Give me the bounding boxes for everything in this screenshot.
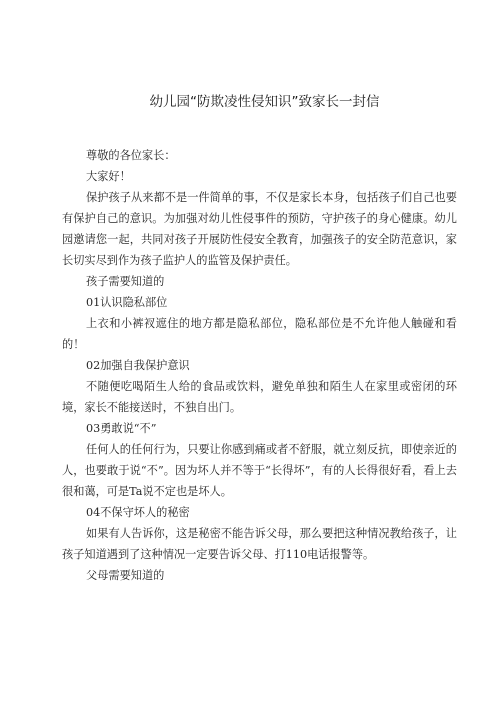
- document-title: 幼儿园“防欺凌性侵知识”致家长一封信: [149, 94, 380, 110]
- letter-body: [62, 145, 457, 586]
- intro-paragraph: 保护孩子从来都不是一件简单的事，不仅是家长本身，包括孩子们自己也要有保护自己的意识。为加强对幼儿性侵事件的预防，守护孩子的身心健康。幼儿园邀请您一起，共同对孩子开展防性侵安全教育，加强孩子的安全防范意识，家长切实尽到作为孩子监护人的监管及保护责任。: [62, 191, 457, 267]
- item-heading-04: 04不保守坏人的秘密: [86, 506, 190, 519]
- item-text-01: 上衣和小裤衩遮住的地方都是隐私部位，隐私部位是不允许他人触碰和看的！: [62, 317, 457, 351]
- section-heading-parents: 父母需要知道的: [86, 569, 165, 582]
- greeting: 大家好！: [86, 170, 131, 183]
- item-heading-02: 02加强自我保护意识: [86, 359, 190, 372]
- section-heading-children: 孩子需要知道的: [86, 275, 165, 288]
- item-heading-01: 01认识隐私部位: [86, 296, 168, 309]
- salutation: 尊敬的各位家长：: [86, 149, 176, 162]
- item-text-04: 如果有人告诉你，这是秘密不能告诉父母，那么要把这种情况教给孩子，让孩子知道遇到了这种情况一定要告诉父母、打110电话报警等。: [62, 527, 457, 561]
- item-text-02: 不随便吃喝陌生人给的食品或饮料，避免单独和陌生人在家里或密闭的环境，家长不能接送时，不独自出门。: [62, 380, 457, 414]
- item-heading-03: 03勇敢说“不”: [86, 422, 157, 435]
- item-text-03: 任何人的任何行为，只要让你感到痛或者不舒服，就立刻反抗，即使亲近的人，也要敢于说“不”。因为坏人并不等于“长得坏”，有的人长得很好看，看上去很和蔼，可是Ta说不定也是坏人。: [62, 443, 457, 498]
